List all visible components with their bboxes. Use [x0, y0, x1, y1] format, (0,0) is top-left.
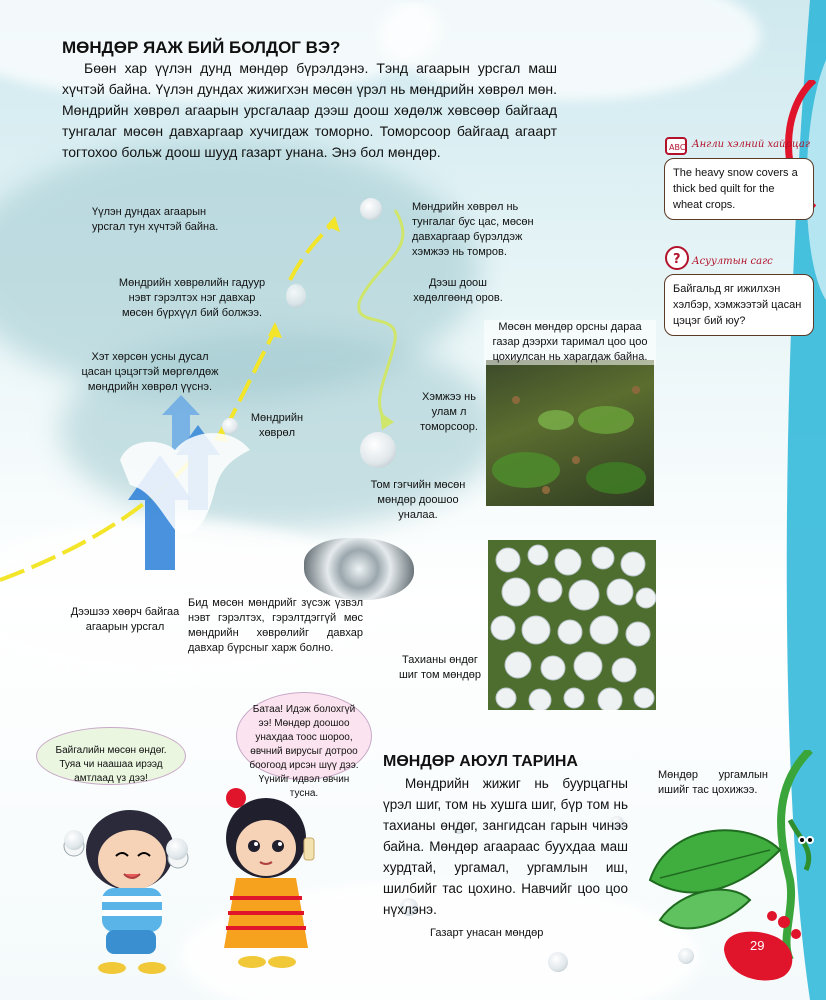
girl-character: [196, 778, 336, 978]
hail-drop: [286, 284, 306, 308]
svg-text:?: ?: [673, 252, 681, 267]
speech-girl-text: Батаа! Идэж болохгүй ээ! Мөндөр доошоо унахдаа тоос шороо, өвчний вирусыг дотроо боогоод ирсэн шүү дээ. Үүнийг идвэл өвчин тусна.: [249, 704, 359, 799]
hail-large: [360, 432, 396, 468]
ground-hail: [166, 838, 188, 860]
ground-hail: [548, 952, 568, 972]
page-number: 29: [750, 938, 765, 953]
caption-damaged-crops: Мөсөн мөндөр орсны дараа газар дээрхи таримал цоо цоо цохиулсан нь харагдаж байна.: [484, 320, 656, 365]
label-updown: Дээш доош хөдөлгөөнд оров.: [413, 277, 503, 304]
label-updraft: Дээшээ хөөрч байгаа агаарын урсгал: [70, 606, 180, 633]
section2-paragraph: Мөндрийн жижиг нь буурцагны үрэл шиг, том нь хушга шиг, бүр том нь тахианы өндөг, зангидсан гарын чинээ байна. Мөндөр агаараас буухдаа маш хурдтай, ургамал, ургамлын иш, шилбийг тас цохино. Навчийг цоо цоо нүхлэнэ.: [383, 776, 628, 917]
abc-icon: [664, 132, 690, 161]
question-icon: [664, 245, 690, 276]
svg-text:ABC: ABC: [669, 143, 686, 152]
section2-title: МӨНДӨР АЮУЛ ТАРИНА: [383, 753, 578, 770]
label-falls: Том гэгчийн мөсөн мөндөр доошоо уналаа.: [370, 479, 466, 521]
hail-path-diagram: [0, 190, 480, 610]
photo-damaged-crops: [486, 360, 654, 506]
speech-boy-text: Байгалийн мөсөн өндөг. Туяа чи наашаа ирээд амтлаад үз дээ!: [55, 745, 167, 784]
speech-bubble-boy: [36, 727, 186, 785]
hail-medium: [360, 198, 382, 220]
label-bigger: Хэмжээ нь улам л томорсоор.: [420, 391, 478, 433]
label-ice-layer: Мөндрийн хөврөлийн гадуур нэвт гэрэлтэх нэг давхар мөсөн бүрхүүл бий болжээ.: [118, 277, 266, 319]
side-box-question: [664, 274, 814, 336]
label-embryo: Мөндрийн хөврөл: [250, 412, 304, 439]
side-box-english-text: The heavy snow covers a thick bed quilt for the wheat crops.: [673, 167, 798, 211]
photo-big-hail: [488, 540, 656, 710]
ground-hail: [64, 830, 84, 850]
page-title: МӨНДӨР ЯАЖ БИЙ БОЛДОГ ВЭ?: [62, 38, 341, 57]
side-box-english-head: Англи хэлний хайрцаг: [692, 139, 810, 150]
side-box-question-head: Асуултын сагс: [692, 256, 773, 267]
intro-paragraph: Бөөн хар үүлэн дунд мөндөр бүрэлдэнэ. Тэнд агаарын урсгал маш хүчтэй байна. Үүлэн дундах жижигхэн мөсөн үрэл нь мөндрийн хөврөл мөн. Мөндрийн хөврөл агаарын урсгалаар дээш доош хөдөлж хөвсөөр байгаад тунгалаг мөсөн давхаргаар хучигдаж томорно. Томорсоор байгаад агаарт тогтохоо больж доош шууд газарт унана. Энэ бол мөндөр.: [62, 60, 557, 160]
hail-cross-section: [304, 538, 414, 600]
label-cross-section: Бид мөсөн мөндрийг зүсэж үзвэл нэвт гэрэлтэх, гэрэлтдэггүй мөс мөндрийн хөврөлийг давхар давхар бүрсныг харж болно.: [188, 597, 363, 654]
label-grows: Мөндрийн хөврөл нь тунгалаг бус цас, мөсөн давхаргаар бүрэлдэж хэмжээ нь томров.: [412, 201, 534, 258]
side-box-english: [664, 158, 814, 220]
side-box-question-text: Байгальд яг ижилхэн хэлбэр, хэмжээтэй цасан цэцэг бий юу?: [673, 283, 802, 327]
caption-ground-hail: Газарт унасан мөндөр: [430, 927, 544, 939]
caption-big-hail: Тахианы өндөг шиг том мөндөр: [398, 654, 482, 681]
caption-leaf: Мөндөр ургамлын ишийг тас цохижээ.: [658, 769, 768, 796]
hail-embryo-small: [222, 418, 238, 434]
boy-character: [60, 790, 200, 980]
label-supercooled: Хэт хөрсөн усны дусал цасан цэцэгтэй мөргөлдөж мөндрийн хөврөл үүснэ.: [81, 351, 219, 393]
speech-bubble-girl: [236, 692, 372, 799]
label-strong-current: Үүлэн дундах агаарын урсгал тун хүчтэй байна.: [92, 206, 219, 233]
